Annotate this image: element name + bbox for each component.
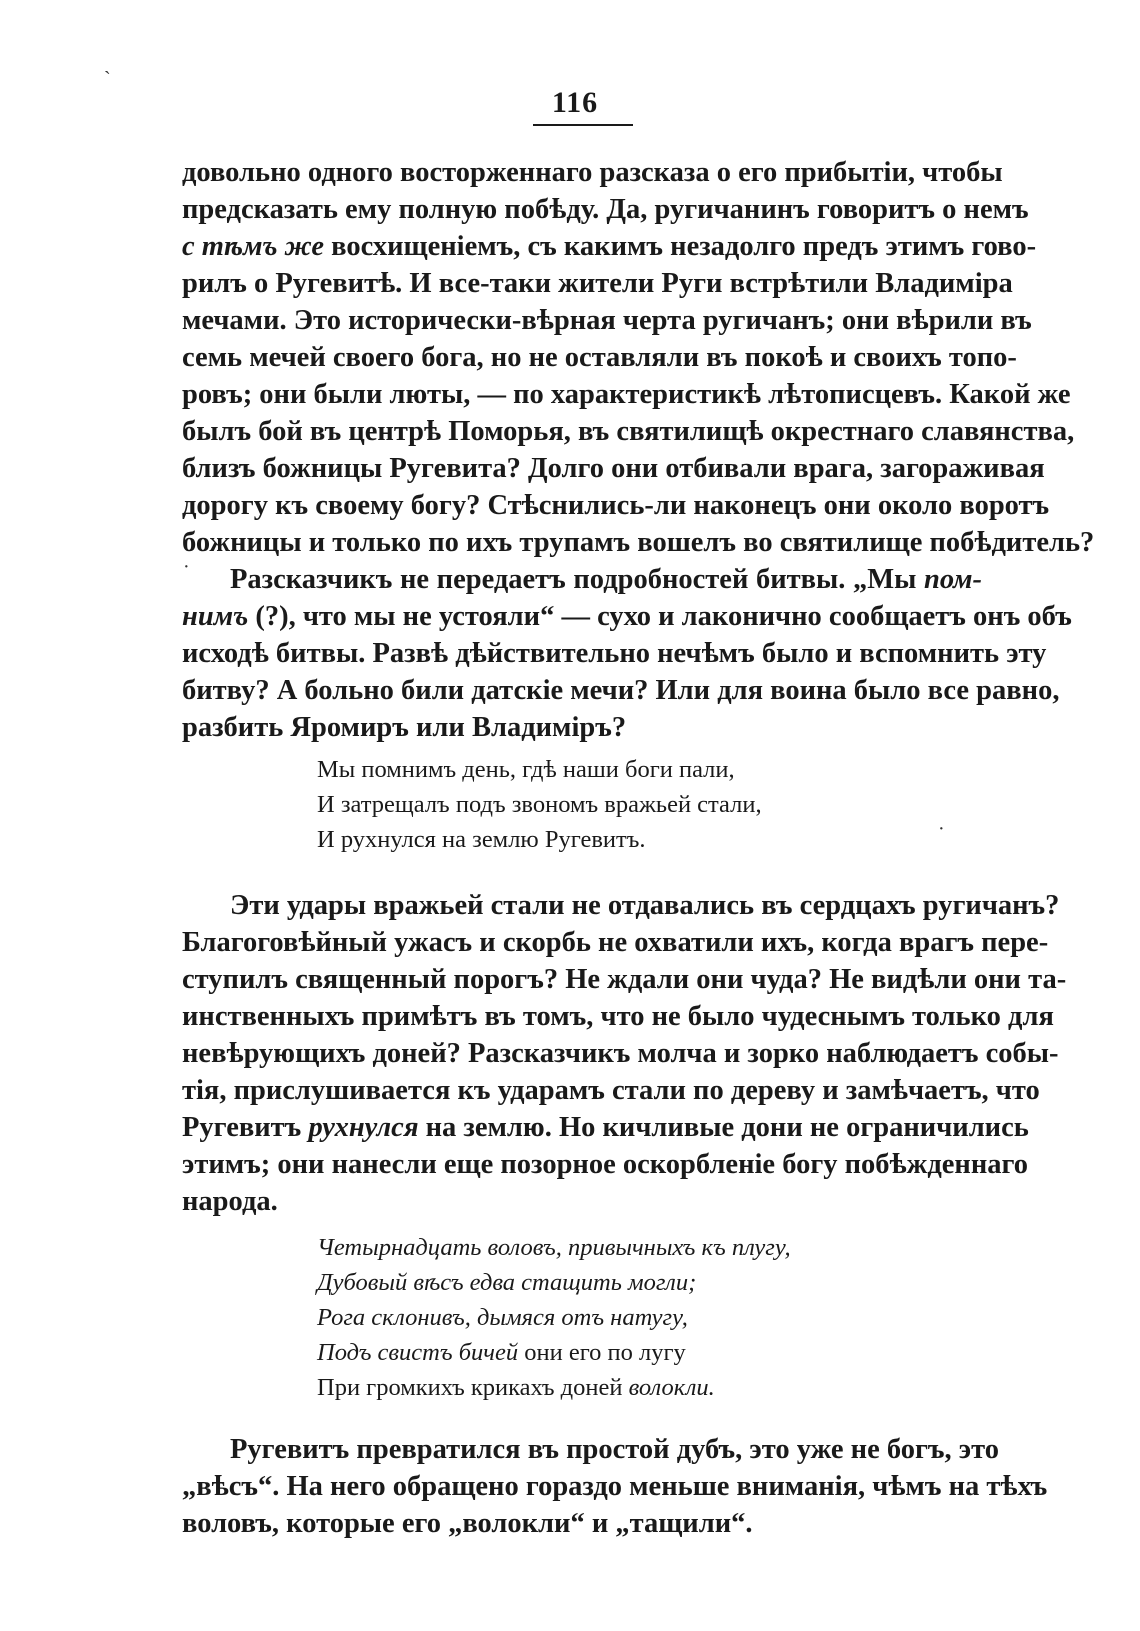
italic-phrase: пом- [923, 564, 982, 595]
verse-line [317, 1300, 982, 1335]
text-run: на землю. Но кичливые дони не ограничились [418, 1112, 1029, 1143]
paragraph-4 [182, 1431, 1048, 1542]
text-line: дорогу къ своему богу? Стѣснились-ли наконецъ они около воротъ [182, 490, 1050, 521]
scan-speck: · [183, 556, 190, 578]
text-line [182, 561, 982, 598]
paragraph-2 [182, 561, 1072, 746]
verse-line [317, 1335, 982, 1370]
text-run: восхищеніемъ, съ какимъ незадолго предъ этимъ гово- [324, 231, 1037, 262]
text-line: инственныхъ примѣтъ въ томъ, что не было чудеснымъ только для [182, 1001, 1054, 1032]
text-run: (?), что мы не устояли“ — сухо и лаконично сообщаетъ онъ объ [248, 601, 1072, 632]
text-line: мечами. Это исторически-вѣрная черта ругичанъ; они вѣрили въ [182, 305, 1032, 336]
text-line: предсказать ему полную побѣду. Да, ругичанинъ говоритъ о немъ [182, 194, 1029, 225]
text-line: Ругевитъ превратился въ простой дубъ, это уже не богъ, это [230, 1434, 999, 1465]
text-line: Эти удары вражьей стали не отдавались въ сердцахъ ругичанъ? [230, 890, 1060, 921]
italic-phrase: Подъ свистъ бичей [317, 1339, 519, 1366]
text-line: рилъ о Ругевитѣ. И все-таки жители Руги встрѣтили Владиміра [182, 268, 1013, 299]
paragraph-3 [182, 887, 1067, 1220]
italic-phrase: рухнулся [308, 1112, 419, 1143]
text-line [182, 598, 1072, 635]
italic-phrase: Дубовый вѣсъ едва стащить могли; [317, 1269, 697, 1296]
text-line: ступилъ священный порогъ? Не ждали они чуда? Не видѣли они та- [182, 964, 1067, 995]
italic-phrase: с тѣмъ же [182, 231, 325, 262]
text-line: „вѣсъ“. На него обращено гораздо меньше вниманія, чѣмъ на тѣхъ [182, 1471, 1048, 1502]
verse-line [317, 1230, 982, 1265]
verse-line [317, 1265, 982, 1300]
verse-line: И затрещалъ подъ звономъ вражьей стали, [317, 791, 762, 818]
verse-quote-1 [317, 752, 982, 857]
verse-quote-2 [317, 1230, 982, 1405]
text-run: При громкихъ крикахъ доней [317, 1374, 629, 1401]
text-line: довольно одного восторженнаго разсказа о его прибытіи, чтобы [182, 157, 1003, 188]
text-line: семь мечей своего бога, но не оставляли въ покоѣ и своихъ топо- [182, 342, 1017, 373]
verse-line: Мы помнимъ день, гдѣ наши боги пали, [317, 756, 735, 783]
italic-phrase: Четырнадцать воловъ, привычныхъ къ плугу, [317, 1234, 791, 1261]
page-number-rule [533, 124, 633, 126]
scan-speck: ` [104, 68, 111, 90]
body-text [182, 154, 1095, 1542]
text-line: этимъ; они нанесли еще позорное оскорбленіе богу побѣжденнаго [182, 1149, 1028, 1180]
page-number: 116 [551, 86, 599, 119]
text-line: разбить Яромиръ или Владиміръ? [182, 712, 627, 743]
text-line: божницы и только по ихъ трупамъ вошелъ во святилище побѣдитель? [182, 527, 1095, 558]
text-line: близъ божницы Ругевита? Долго они отбивали врага, загораживая [182, 453, 1045, 484]
text-line: воловъ, которые его „волокли“ и „тащили“. [182, 1508, 753, 1539]
text-line: невѣрующихъ доней? Разсказчикъ молча и зорко наблюдаетъ собы- [182, 1038, 1059, 1069]
italic-phrase: нимъ [182, 601, 249, 632]
text-run: Ругевитъ [182, 1112, 309, 1143]
verse-line [317, 1370, 982, 1405]
text-line: исходѣ битвы. Развѣ дѣйствительно нечѣмъ было и вспомнить эту [182, 638, 1047, 669]
text-line: битву? А больно били датскіе мечи? Или для воина было все равно, [182, 675, 1060, 706]
text-line: ровъ; они были люты, — по характеристикѣ лѣтописцевъ. Какой же [182, 379, 1071, 410]
italic-phrase: Рога склонивъ, дымяся отъ натугу, [317, 1304, 688, 1331]
italic-phrase: волокли. [628, 1374, 715, 1401]
text-line: тія, прислушивается къ ударамъ стали по дереву и замѣчаетъ, что [182, 1075, 1040, 1106]
text-line: Благоговѣйный ужасъ и скорбь не охватили ихъ, когда врагъ пере- [182, 927, 1049, 958]
scan-speck: · [938, 818, 945, 840]
text-line: народа. [182, 1186, 278, 1217]
paragraph-1 [182, 154, 1095, 561]
text-line [182, 228, 1037, 265]
text-line: былъ бой въ центрѣ Поморья, въ святилищѣ окрестнаго славянства, [182, 416, 1075, 447]
text-line [182, 1109, 1029, 1146]
verse-line: И рухнулся на землю Ругевитъ. [317, 826, 646, 853]
text-run: Разсказчикъ не передаетъ подробностей битвы. „Мы [230, 564, 924, 595]
text-run: они его по лугу [518, 1339, 686, 1366]
